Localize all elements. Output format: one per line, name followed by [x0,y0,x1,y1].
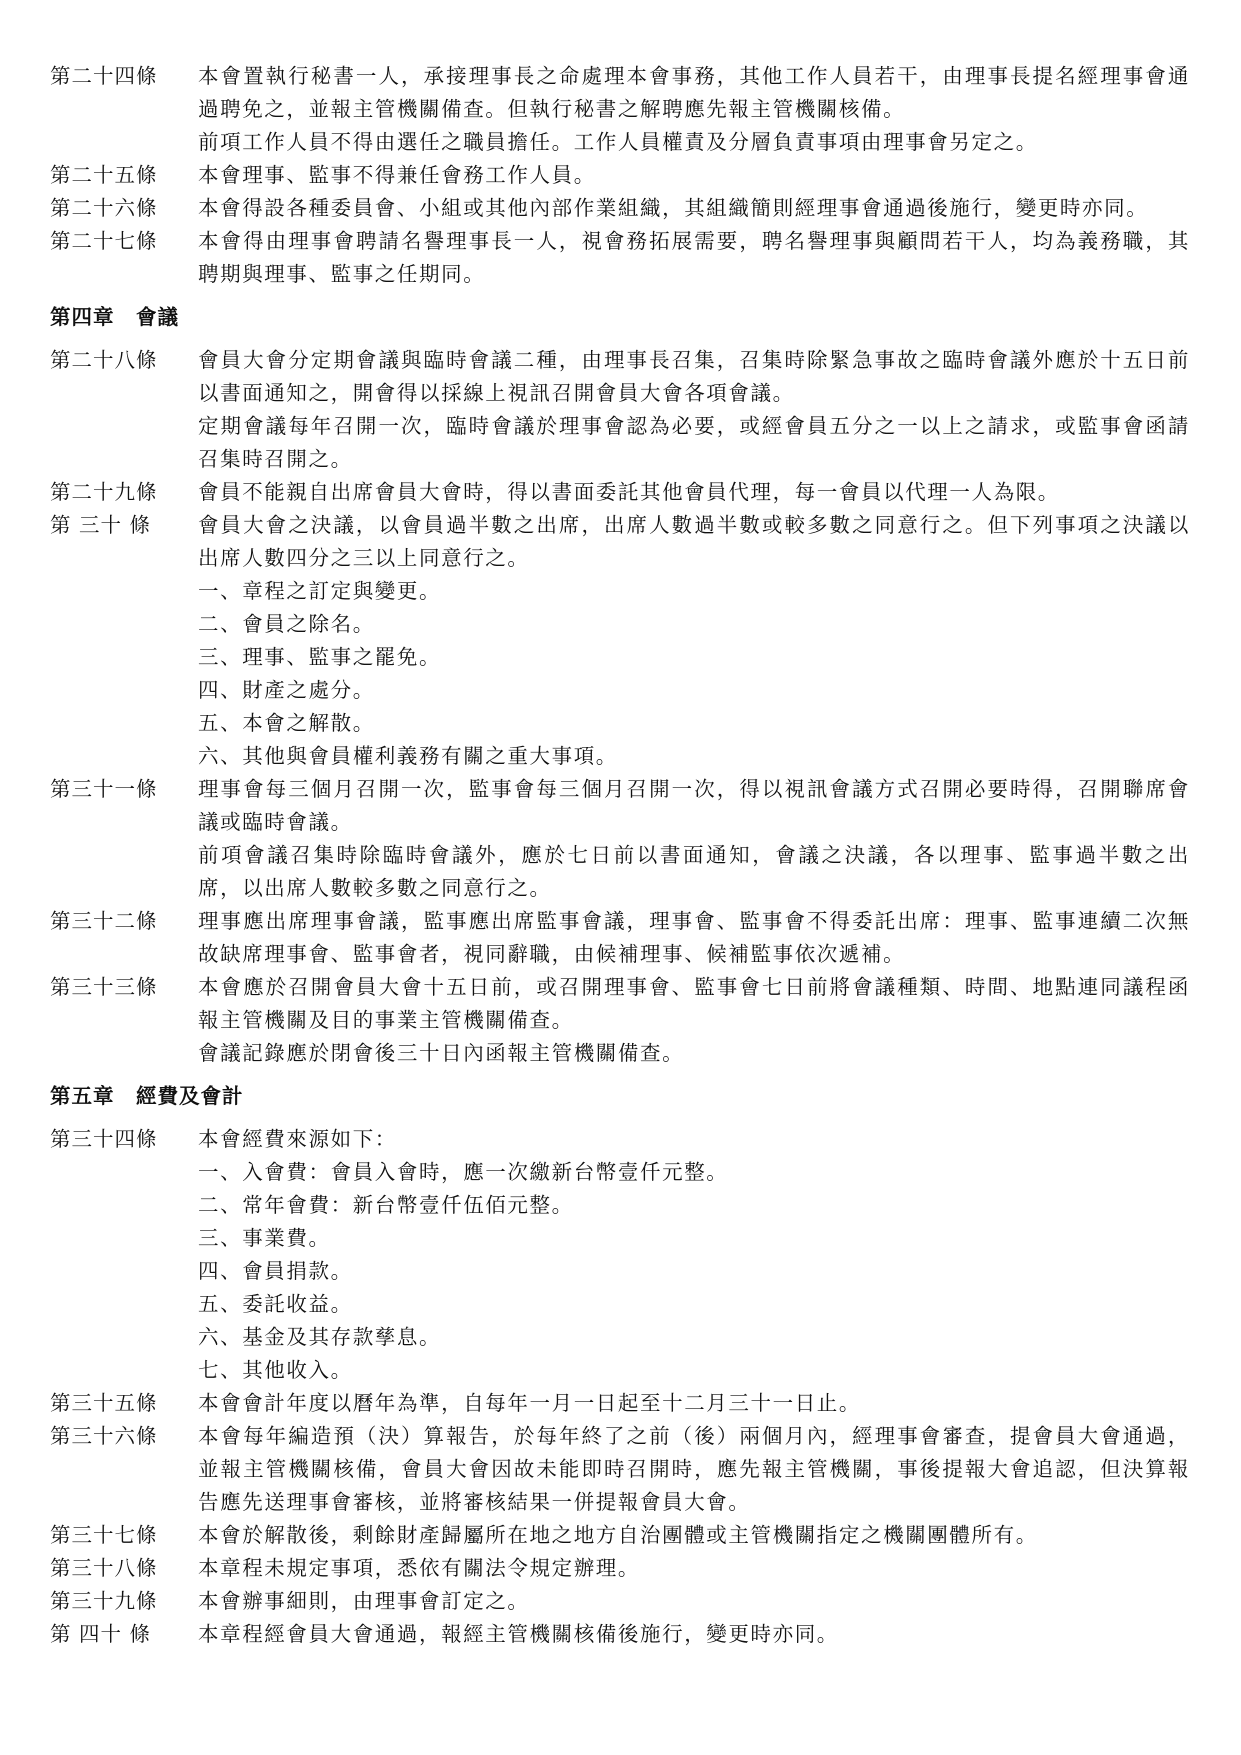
article [50,773,1190,905]
article-paragraph: 本章程未規定事項，悉依有關法令規定辦理。 [198,1556,640,1580]
article [50,192,1190,225]
article-paragraph: 前項工作人員不得由選任之職員擔任。工作人員權責及分層負責事項由理事會另定之。 [198,130,1038,154]
article-body [198,192,1190,225]
article-paragraph: 定期會議每年召開一次，臨時會議於理事會認為必要，或經會員五分之一以上之請求，或監事會函請召集時召開之。 [198,414,1190,471]
article-body [198,159,1190,192]
article-list-item: 一、章程之訂定與變更。 [198,579,442,603]
article-paragraph: 本會每年編造預（決）算報告，於每年終了之前（後）兩個月內，經理事會審查，提會員大會通過，並報主管機關核備，會員大會因故未能即時召開時，應先報主管機關，事後提報大會追認，但決算報告應先送理事會審核，並將審核結果一併提報會員大會。 [198,1424,1190,1514]
article-number: 第 四十 條 [50,1622,152,1646]
article-number: 第 三十 條 [50,513,152,537]
article [50,60,1190,159]
article-list-item: 五、委託收益。 [198,1292,353,1316]
article-paragraph: 會員大會分定期會議與臨時會議二種，由理事長召集，召集時除緊急事故之臨時會議外應於十五日前以書面通知之，開會得以採線上視訊召開會員大會各項會議。 [198,348,1190,405]
article-body [198,1585,1190,1618]
article-paragraph: 本章程經會員大會通過，報經主管機關核備後施行，變更時亦同。 [198,1622,839,1646]
article-list-item: 三、事業費。 [198,1226,331,1250]
article-paragraph: 本會經費來源如下： [198,1127,397,1151]
article-number: 第二十五條 [50,163,158,187]
article-number: 第二十八條 [50,348,158,372]
article-number: 第二十七條 [50,229,158,253]
article-list-item: 一、入會費：會員入會時，應一次繳新台幣壹仟元整。 [198,1160,729,1184]
article-paragraph: 本會理事、監事不得兼任會務工作人員。 [198,163,596,187]
article-body [198,1519,1190,1552]
article [50,1123,1190,1387]
article-paragraph: 前項會議召集時除臨時會議外，應於七日前以書面通知，會議之決議，各以理事、監事過半數之出席，以出席人數較多數之同意行之。 [198,843,1190,900]
article-number: 第三十四條 [50,1127,158,1151]
article-body [198,1618,1190,1651]
article [50,1519,1190,1552]
article-number: 第二十九條 [50,480,158,504]
article-list-item: 四、財產之處分。 [198,678,375,702]
chapter-heading: 第五章 經費及會計 [50,1085,244,1108]
article [50,159,1190,192]
article-paragraph: 本會置執行秘書一人，承接理事長之命處理本會事務，其他工作人員若干，由理事長提名經理事會通過聘免之，並報主管機關備查。但執行秘書之解聘應先報主管機關核備。 [198,64,1190,121]
article-list-item: 二、會員之除名。 [198,612,375,636]
article-list-item: 七、其他收入。 [198,1358,353,1382]
article-list-item: 二、常年會費：新台幣壹仟伍佰元整。 [198,1193,574,1217]
article-body [198,60,1190,159]
article-paragraph: 會員不能親自出席會員大會時，得以書面委託其他會員代理，每一會員以代理一人為限。 [198,480,1060,504]
article-number: 第二十四條 [50,64,158,88]
article-body [198,344,1190,476]
article-list-item: 四、會員捐款。 [198,1259,353,1283]
article-number: 第三十九條 [50,1589,158,1613]
article-number: 第三十八條 [50,1556,158,1580]
article-body [198,1387,1190,1420]
article-paragraph: 理事會每三個月召開一次，監事會每三個月召開一次，得以視訊會議方式召開必要時得，召開聯席會議或臨時會議。 [198,777,1190,834]
article-body [198,1123,1190,1387]
article [50,971,1190,1070]
article-number: 第三十二條 [50,909,158,933]
article-paragraph: 本會得設各種委員會、小組或其他內部作業組織，其組織簡則經理事會通過後施行，變更時亦同。 [198,196,1149,220]
article-number: 第三十三條 [50,975,158,999]
article-number: 第三十六條 [50,1424,158,1448]
article-number: 第三十五條 [50,1391,158,1415]
article-body [198,773,1190,905]
article-number: 第三十七條 [50,1523,158,1547]
article [50,344,1190,476]
article-number: 第三十一條 [50,777,158,801]
article [50,1387,1190,1420]
article-paragraph: 會議記錄應於閉會後三十日內函報主管機關備查。 [198,1041,685,1065]
article-body [198,509,1190,773]
article-list-item: 三、理事、監事之罷免。 [198,645,442,669]
article-body [198,971,1190,1070]
article-body [198,905,1190,971]
article-body [198,476,1190,509]
article-paragraph: 會員大會之決議，以會員過半數之出席，出席人數過半數或較多數之同意行之。但下列事項之決議以出席人數四分之三以上同意行之。 [198,513,1190,570]
article-paragraph: 本會辦事細則，由理事會訂定之。 [198,1589,530,1613]
article-list-item: 五、本會之解散。 [198,711,375,735]
article-paragraph: 本會會計年度以曆年為準，自每年一月一日起至十二月三十一日止。 [198,1391,861,1415]
article-list-item: 六、其他與會員權利義務有關之重大事項。 [198,744,618,768]
article [50,509,1190,773]
article-paragraph: 本會得由理事會聘請名譽理事長一人，視會務拓展需要，聘名譽理事與顧問若干人，均為義務職，其聘期與理事、監事之任期同。 [198,229,1190,286]
article-number: 第二十六條 [50,196,158,220]
article-body [198,225,1190,291]
article [50,225,1190,291]
article [50,1618,1190,1651]
article [50,476,1190,509]
article [50,1420,1190,1519]
article-body [198,1552,1190,1585]
article [50,905,1190,971]
article-paragraph: 本會於解散後，剩餘財產歸屬所在地之地方自治團體或主管機關指定之機關團體所有。 [198,1523,1038,1547]
article-paragraph: 理事應出席理事會議，監事應出席監事會議，理事會、監事會不得委託出席：理事、監事連續二次無故缺席理事會、監事會者，視同辭職，由候補理事、候補監事依次遞補。 [198,909,1190,966]
article [50,1585,1190,1618]
document-page [50,60,1190,1651]
chapter-heading: 第四章 會議 [50,306,179,329]
article-body [198,1420,1190,1519]
article [50,1552,1190,1585]
article-list-item: 六、基金及其存款孳息。 [198,1325,442,1349]
article-paragraph: 本會應於召開會員大會十五日前，或召開理事會、監事會七日前將會議種類、時間、地點連同議程函報主管機關及目的事業主管機關備查。 [198,975,1190,1032]
